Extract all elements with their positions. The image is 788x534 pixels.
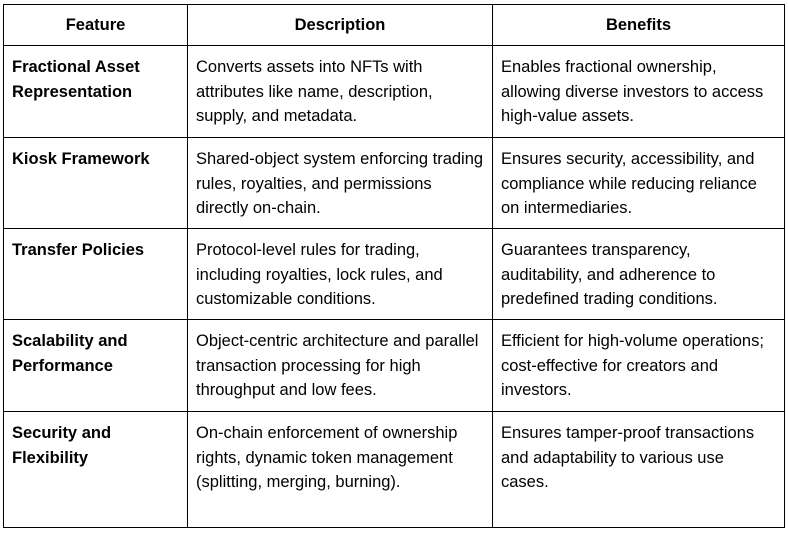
benefits-cell: Enables fractional ownership, allowing diverse investors to access high-value assets.	[493, 46, 785, 138]
benefits-cell: Guarantees transparency, auditability, and adherence to predefined trading conditions.	[493, 229, 785, 320]
description-cell: On-chain enforcement of ownership rights, dynamic token management (splitting, merging, burning).	[188, 412, 493, 528]
description-cell: Shared-object system enforcing trading rules, royalties, and permissions directly on-chain.	[188, 138, 493, 229]
description-cell: Protocol-level rules for trading, including royalties, lock rules, and customizable conditions.	[188, 229, 493, 320]
feature-cell: Transfer Policies	[4, 229, 188, 320]
header-benefits: Benefits	[493, 5, 785, 46]
header-description: Description	[188, 5, 493, 46]
table-row	[4, 46, 785, 138]
header-row	[4, 5, 785, 46]
benefits-cell: Efficient for high-volume operations; cost-effective for creators and investors.	[493, 320, 785, 412]
header-feature: Feature	[4, 5, 188, 46]
feature-cell: Fractional Asset Representation	[4, 46, 188, 138]
feature-table	[3, 4, 785, 528]
table-row	[4, 229, 785, 320]
feature-cell: Scalability and Performance	[4, 320, 188, 412]
feature-cell: Security and Flexibility	[4, 412, 188, 528]
table-row	[4, 138, 785, 229]
benefits-cell: Ensures tamper-proof transactions and adaptability to various use cases.	[493, 412, 785, 528]
description-cell: Converts assets into NFTs with attributes like name, description, supply, and metadata.	[188, 46, 493, 138]
description-cell: Object-centric architecture and parallel transaction processing for high throughput and low fees.	[188, 320, 493, 412]
feature-cell: Kiosk Framework	[4, 138, 188, 229]
benefits-cell: Ensures security, accessibility, and compliance while reducing reliance on intermediaries.	[493, 138, 785, 229]
table-row	[4, 412, 785, 528]
table-row	[4, 320, 785, 412]
